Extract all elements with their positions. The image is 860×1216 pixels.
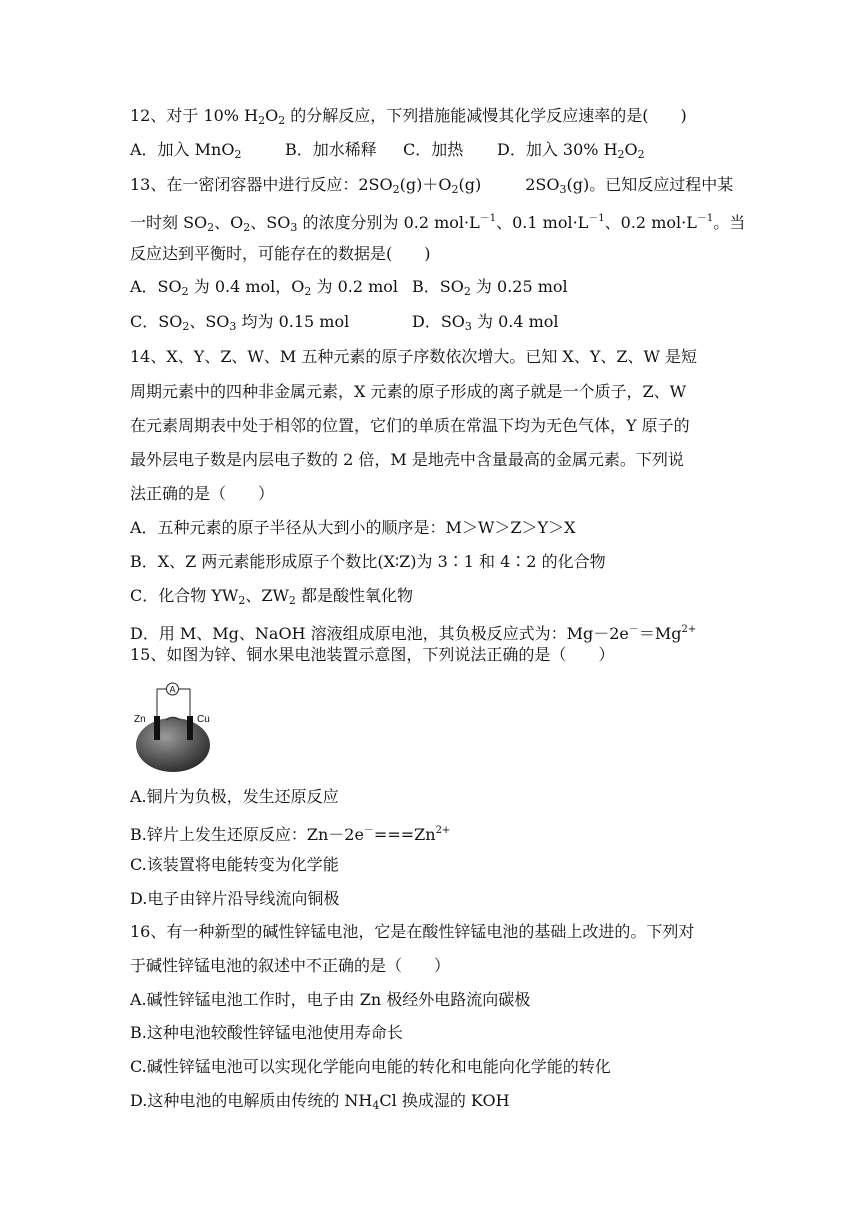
q14-option-d (130, 620, 697, 643)
q15-option-d: D.电子由锌片沿导线流向铜极 (130, 889, 340, 908)
wire-right (179, 689, 190, 718)
subscript: 2 (243, 221, 251, 234)
q14-stem-line3: 在元素周期表中处于相邻的位置，它们的单质在常温下均为无色气体，Y 原子的 (130, 416, 690, 435)
q13-text: 2SO (525, 175, 560, 194)
q16-option-b: B.这种电池较酸性锌锰电池使用寿命长 (130, 1023, 403, 1042)
q13-option-b-text: B．SO (412, 277, 464, 296)
q12-option-d-text-a: D．加入 30% H (497, 140, 618, 159)
subscript: 2 (181, 285, 189, 298)
q13-text: (g) (458, 175, 482, 194)
superscript: － (363, 825, 374, 836)
q15-option-b-text: B.锌片上发生还原反应：Zn－2e (130, 825, 364, 844)
subscript: 2 (182, 320, 190, 333)
q12-option-d (497, 140, 645, 165)
subscript: 2 (392, 183, 400, 196)
q15-option-c: C.该装置将电能转变为化学能 (130, 855, 339, 874)
subscript: 2 (238, 594, 246, 607)
q13-option-d-text: D．SO (412, 312, 465, 331)
q13-options-row2 (130, 312, 559, 332)
cu-electrode (187, 716, 193, 740)
q13-text: 。当 (713, 213, 746, 232)
q13-stem-line3: 反应达到平衡时，可能存在的数据是( ) (130, 244, 431, 263)
q16-stem-line1: 16、有一种新型的碱性锌锰电池，它是在酸性锌锰电池的基础上改进的。下列对 (130, 922, 695, 941)
q12-option-a (130, 140, 285, 165)
subscript: 2 (304, 285, 312, 298)
fruit-battery-diagram (130, 680, 220, 775)
subscript: 2 (617, 148, 625, 161)
q14-option-b: B．X、Z 两元素能形成原子个数比(X∶Z)为 3∶1 和 4∶2 的化合物 (130, 552, 606, 571)
q13-option-b (412, 277, 568, 302)
subscript: 2 (288, 594, 296, 607)
q15-option-a: A.铜片为负极，发生还原反应 (130, 787, 339, 806)
q15-option-b (130, 821, 451, 844)
subscript: 3 (229, 320, 237, 333)
q16-option-d-text: Cl 换成湿的 KOH (379, 1091, 510, 1110)
q13-text: 、SO (250, 213, 291, 232)
q16-option-a: A.碱性锌锰电池工作时，电子由 Zn 极经外电路流向碳极 (130, 990, 531, 1009)
superscript: 2+ (435, 825, 451, 836)
q13-text: 一时刻 SO (130, 213, 208, 232)
subscript: 4 (372, 1099, 380, 1112)
q13-text: (g)＋O (399, 175, 452, 194)
q14-stem-line4: 最外层电子数是内层电子数的 2 倍，M 是地壳中含量最高的金属元素。下列说 (130, 450, 684, 469)
q15-stem: 15、如图为锌、铜水果电池装置示意图，下列说法正确的是（ ） (130, 645, 615, 664)
q13-option-a-text: A．SO (130, 277, 182, 296)
fruit-icon (136, 718, 210, 772)
q13-text: 、0.1 mol·L (496, 213, 589, 232)
q14-option-d-text: D．用 M、Mg、NaOH 溶液组成原电池，其负极反应式为：Mg－2e (130, 624, 629, 643)
q12-stem-text-a: 12、对于 10% H (130, 106, 259, 125)
superscript: －1 (588, 213, 605, 224)
q13-stem-line1 (130, 175, 733, 195)
q14-stem-line2: 周期元素中的四种非金属元素，X 元素的原子形成的离子就是一个质子，Z、W (130, 382, 687, 401)
q12-option-b: B．加水稀释 (285, 140, 377, 159)
zn-electrode (154, 716, 160, 740)
subscript: 2 (451, 183, 459, 196)
q16-option-c: C.碱性锌锰电池可以实现化学能向电能的转化和电能向化学能的转化 (130, 1057, 611, 1076)
subscript: 3 (290, 221, 298, 234)
q14-stem-line5: 法正确的是（ ） (130, 484, 275, 503)
q12-options (130, 140, 645, 160)
superscript: －1 (696, 213, 714, 224)
subscript: 2 (258, 114, 266, 127)
q14-option-c (130, 586, 413, 606)
superscript: 2+ (681, 624, 697, 635)
q13-option-a-text: 为 0.2 mol (311, 277, 399, 296)
subscript: 2 (207, 221, 215, 234)
cu-label: Cu (197, 714, 210, 725)
q13-text: 、O (214, 213, 244, 232)
zn-label: Zn (134, 714, 146, 725)
subscript: 2 (278, 114, 286, 127)
q14-option-c-text: C．化合物 YW (130, 586, 239, 605)
q15-option-b-text: ===Zn (373, 825, 436, 844)
q14-stem-line1: 14、X、Y、Z、W、M 五种元素的原子序数依次增大。已知 X、Y、Z、W 是短 (130, 347, 698, 366)
q13-option-c (130, 312, 412, 337)
q14-option-a: A．五种元素的原子半径从大到小的顺序是：M＞W＞Z＞Y＞X (130, 518, 576, 537)
q13-stem-line2 (130, 209, 746, 234)
q13-text: (g)。已知反应过程中某 (566, 175, 734, 194)
q12-option-c: C．加热 (403, 140, 464, 159)
q13-option-b-text: 为 0.25 mol (470, 277, 568, 296)
ammeter-label: A (169, 684, 176, 695)
q13-options-row1 (130, 277, 568, 297)
q13-option-d-text: 为 0.4 mol (471, 312, 559, 331)
superscript: － (628, 624, 639, 635)
wire-left (157, 689, 166, 718)
subscript: 2 (637, 148, 645, 161)
q13-text: 、0.2 mol·L (604, 213, 697, 232)
q12-option-d-text-b: O (624, 140, 638, 159)
subscript: 3 (464, 320, 472, 333)
q14-option-d-text: ＝Mg (638, 624, 682, 643)
fruit-battery-figure (130, 680, 220, 775)
subscript: 2 (463, 285, 471, 298)
q12-option-a-text: A．加入 MnO (130, 140, 235, 159)
q13-text: 的浓度分别为 0.2 mol·L (297, 213, 480, 232)
q13-option-a-text: 为 0.4 mol，O (188, 277, 305, 296)
q16-option-d-text: D.这种电池的电解质由传统的 NH (130, 1091, 373, 1110)
q16-option-d (130, 1091, 510, 1111)
q13-option-d (412, 312, 559, 337)
q12-stem-text-c: 的分解反应，下列措施能减慢其化学反应速率的是( ) (285, 106, 687, 125)
q13-option-a (130, 277, 412, 302)
q12-stem-text-b: O (265, 106, 279, 125)
superscript: －1 (479, 213, 497, 224)
q13-text: 13、在一密闭容器中进行反应：2SO (130, 175, 393, 194)
subscript: 3 (559, 183, 567, 196)
q12-stem (130, 106, 687, 126)
q13-option-c-text: C．SO (130, 312, 183, 331)
q14-option-c-text: 都是酸性氧化物 (295, 586, 414, 605)
q14-option-c-text: 、ZW (245, 586, 289, 605)
q16-stem-line2: 于碱性锌锰电池的叙述中不正确的是（ ） (130, 956, 451, 975)
subscript: 2 (234, 148, 242, 161)
q13-option-c-text: 均为 0.15 mol (236, 312, 350, 331)
q13-option-c-text: 、SO (189, 312, 230, 331)
